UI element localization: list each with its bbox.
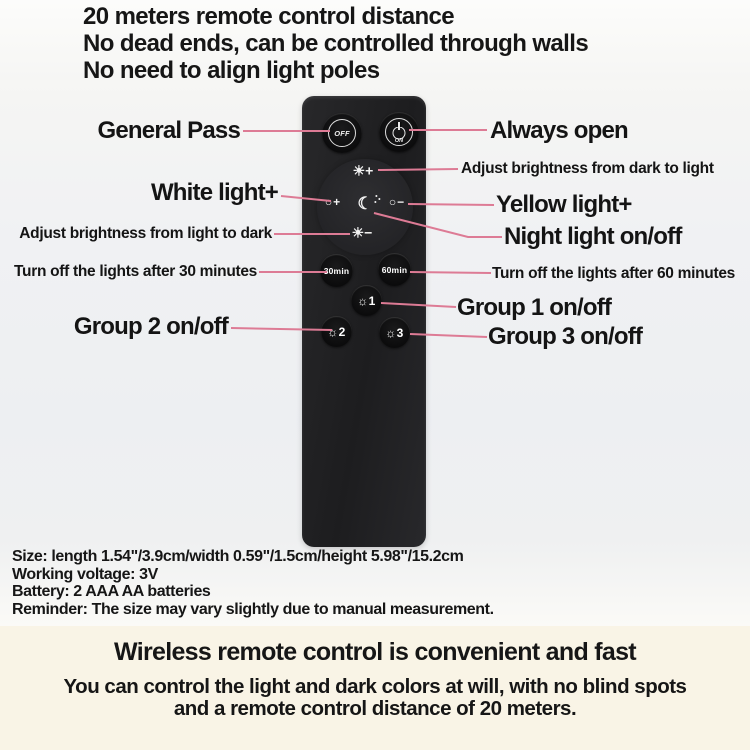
- power-icon-bar: [398, 122, 400, 130]
- timer-30min-label: 30min: [323, 265, 350, 276]
- callout-yellow-light: Yellow light+: [496, 191, 632, 218]
- off-button-ring: [328, 119, 356, 147]
- off-button-label: OFF: [334, 128, 350, 138]
- group-2-button: [321, 316, 352, 347]
- footer-body: [0, 676, 750, 719]
- callout-white-light: White light+: [150, 179, 278, 206]
- group-2-icon: ☼2: [327, 324, 346, 339]
- white-light-icon: ○+: [324, 195, 342, 209]
- product-specs: [12, 548, 494, 618]
- header-line-1: 20 meters remote control distance: [83, 3, 455, 30]
- brightness-down-icon: ☀−: [351, 224, 373, 241]
- off-button: [322, 113, 362, 153]
- callout-adjust-dark-to-light: Adjust brightness from dark to light: [461, 160, 714, 177]
- timer-30min-button: [320, 254, 353, 287]
- remote-control: [302, 96, 426, 547]
- header-line-3: No need to align light poles: [83, 57, 380, 84]
- footer-body-line-1: You can control the light and dark colors at will, with no blind spots: [63, 675, 687, 698]
- footer-body-line-2: and a remote control distance of 20 meters.: [173, 696, 577, 720]
- night-light-moon-icon: ☾: [357, 194, 373, 213]
- on-button-ring: [385, 118, 413, 146]
- on-button-label: ON: [394, 138, 404, 144]
- callout-general-pass: General Pass: [97, 117, 240, 144]
- callout-group-3: Group 3 on/off: [488, 323, 643, 350]
- yellow-light-icon: ○−: [388, 195, 406, 209]
- spec-size: Size: length 1.54"/3.9cm/width 0.59"/1.5cm/height 5.98"/15.2cm: [12, 548, 464, 565]
- group-3-icon: ☼3: [385, 325, 404, 340]
- group-3-button: [379, 317, 410, 348]
- on-button: [379, 112, 419, 152]
- callout-night-light: Night light on/off: [504, 223, 682, 250]
- spec-reminder: Reminder: The size may vary slightly due to manual measurement.: [12, 600, 494, 618]
- group-1-icon: ☼1: [357, 293, 376, 308]
- header-line-2: No dead ends, can be controlled through walls: [83, 30, 589, 57]
- spec-battery: Battery: 2 AAA AA batteries: [12, 583, 211, 601]
- callout-group-1: Group 1 on/off: [457, 294, 612, 321]
- footer-banner: [0, 626, 750, 750]
- brightness-up-icon: ☀+: [352, 162, 374, 179]
- timer-60min-label: 60min: [381, 264, 408, 275]
- footer-title: Wireless remote control is convenient and fast: [114, 638, 636, 666]
- callout-adjust-light-to-dark: Adjust brightness from light to dark: [19, 225, 272, 242]
- header-text: [83, 3, 588, 84]
- callout-timer-60: Turn off the lights after 60 minutes: [492, 265, 735, 282]
- spec-voltage: Working voltage: 3V: [12, 565, 158, 583]
- callout-always-open: Always open: [490, 117, 628, 144]
- group-1-button: [351, 285, 382, 316]
- timer-60min-button: [378, 253, 411, 286]
- callout-group-2: Group 2 on/off: [73, 313, 228, 340]
- callout-timer-30: Turn off the lights after 30 minutes: [14, 263, 257, 280]
